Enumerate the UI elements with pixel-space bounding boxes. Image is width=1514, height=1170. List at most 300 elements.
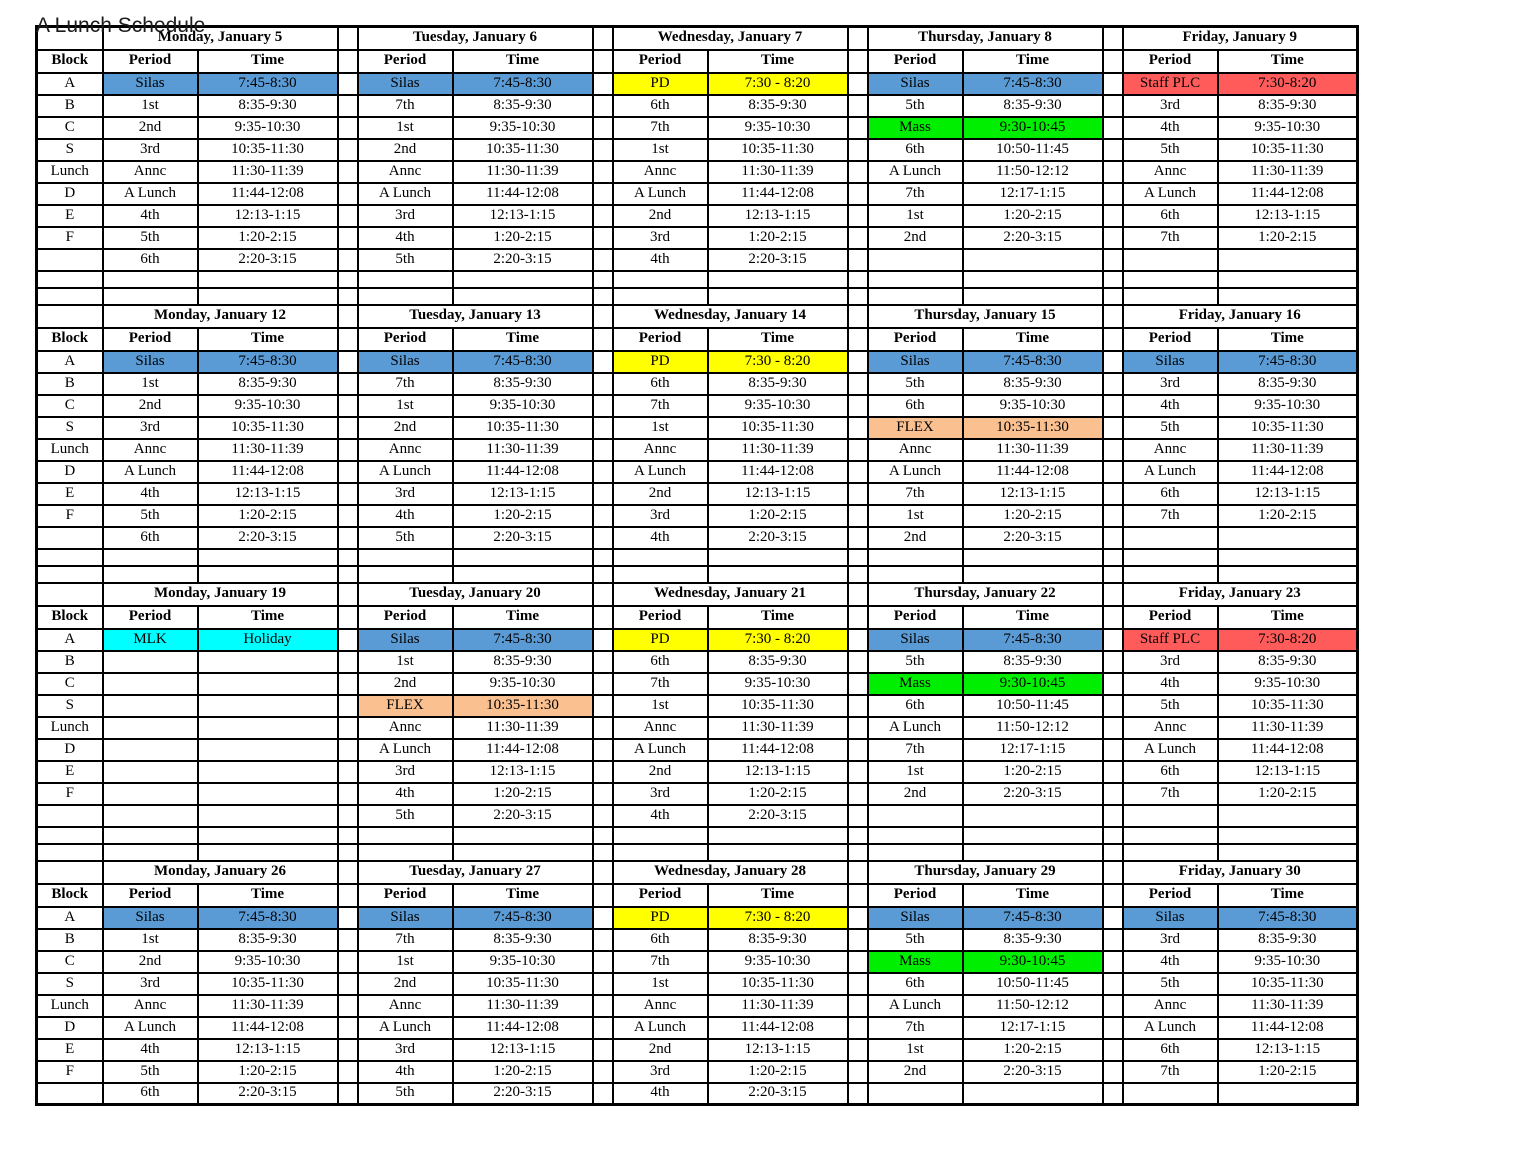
period-cell: 5th — [1123, 973, 1218, 995]
spacer-cell — [103, 844, 198, 861]
time-cell: 12:17-1:15 — [963, 1017, 1103, 1039]
gap-cell — [848, 139, 868, 161]
day-header: Friday, January 30 — [1123, 861, 1358, 884]
time-header: Time — [963, 884, 1103, 907]
period-cell: PD — [613, 629, 708, 651]
time-cell: 10:35-11:30 — [1218, 139, 1358, 161]
period-cell: 1st — [358, 951, 453, 973]
spacer-cell — [963, 827, 1103, 844]
time-cell: 8:35-9:30 — [708, 373, 848, 395]
spacer-cell — [358, 827, 453, 844]
period-cell: 2nd — [613, 761, 708, 783]
time-cell: 11:44-12:08 — [198, 461, 338, 483]
period-cell: 7th — [868, 1017, 963, 1039]
time-header: Time — [453, 606, 593, 629]
gap-cell — [593, 1083, 613, 1105]
spacer-cell — [593, 549, 613, 566]
spacer-cell — [1103, 288, 1123, 305]
period-cell: Staff PLC — [1123, 73, 1218, 95]
gap-cell — [338, 805, 358, 827]
spacer-cell — [963, 271, 1103, 288]
spacer-cell — [453, 844, 593, 861]
spacer-cell — [1123, 271, 1218, 288]
corner-cell — [37, 305, 103, 328]
gap-cell — [593, 461, 613, 483]
time-cell: 8:35-9:30 — [1218, 651, 1358, 673]
gap-cell — [1103, 395, 1123, 417]
gap-cell — [1103, 95, 1123, 117]
period-cell: A Lunch — [103, 183, 198, 205]
period-header: Period — [103, 50, 198, 73]
spacer-cell — [708, 288, 848, 305]
time-cell: 9:30-10:45 — [963, 673, 1103, 695]
gap-cell — [593, 695, 613, 717]
time-cell: 12:13-1:15 — [453, 483, 593, 505]
period-cell: 6th — [103, 1083, 198, 1105]
time-cell: 8:35-9:30 — [453, 373, 593, 395]
gap-cell — [593, 673, 613, 695]
time-cell: 7:45-8:30 — [453, 73, 593, 95]
gap-cell — [1103, 417, 1123, 439]
gap-cell — [848, 739, 868, 761]
spacer-cell — [338, 827, 358, 844]
period-cell: 5th — [358, 805, 453, 827]
spacer-cell — [1123, 844, 1218, 861]
period-cell: 3rd — [103, 973, 198, 995]
time-cell: 7:45-8:30 — [963, 907, 1103, 929]
period-header: Period — [1123, 606, 1218, 629]
gap-cell — [338, 249, 358, 271]
time-cell: 7:45-8:30 — [453, 629, 593, 651]
time-cell — [198, 783, 338, 805]
period-cell: 2nd — [868, 783, 963, 805]
time-cell: 9:35-10:30 — [198, 951, 338, 973]
gap-cell — [593, 951, 613, 973]
gap-cell — [593, 907, 613, 929]
time-header: Time — [1218, 50, 1358, 73]
gap-cell — [338, 483, 358, 505]
gap-cell — [338, 995, 358, 1017]
spacer-cell — [613, 271, 708, 288]
period-cell: Silas — [358, 351, 453, 373]
gap-cell — [1103, 1039, 1123, 1061]
time-cell: 2:20-3:15 — [453, 249, 593, 271]
spacer-cell — [338, 271, 358, 288]
time-cell: 8:35-9:30 — [963, 95, 1103, 117]
time-cell: 12:13-1:15 — [198, 205, 338, 227]
spacer-cell — [453, 566, 593, 583]
spacer-cell — [103, 288, 198, 305]
gap-cell — [338, 884, 358, 907]
spacer-cell — [848, 271, 868, 288]
gap-cell — [1103, 305, 1123, 328]
gap-cell — [338, 695, 358, 717]
time-cell: 1:20-2:15 — [198, 227, 338, 249]
gap-cell — [338, 351, 358, 373]
block-cell: B — [37, 929, 103, 951]
period-cell — [103, 673, 198, 695]
spacer-cell — [358, 844, 453, 861]
period-cell: 1st — [613, 139, 708, 161]
block-cell: S — [37, 973, 103, 995]
time-cell: 12:13-1:15 — [198, 483, 338, 505]
period-cell: Annc — [613, 161, 708, 183]
spacer-cell — [1103, 549, 1123, 566]
period-cell: 2nd — [103, 117, 198, 139]
gap-cell — [848, 117, 868, 139]
gap-cell — [848, 328, 868, 351]
period-cell — [103, 805, 198, 827]
period-header: Period — [358, 328, 453, 351]
time-cell: 2:20-3:15 — [708, 527, 848, 549]
period-cell: 7th — [1123, 505, 1218, 527]
period-header: Period — [1123, 884, 1218, 907]
time-cell: 11:30-11:39 — [1218, 995, 1358, 1017]
gap-cell — [1103, 505, 1123, 527]
gap-cell — [593, 439, 613, 461]
period-cell: FLEX — [868, 417, 963, 439]
gap-cell — [1103, 373, 1123, 395]
period-cell: Silas — [1123, 351, 1218, 373]
block-cell: D — [37, 183, 103, 205]
time-cell: 8:35-9:30 — [198, 929, 338, 951]
period-cell: Annc — [613, 995, 708, 1017]
spacer-cell — [963, 844, 1103, 861]
time-cell: 2:20-3:15 — [453, 527, 593, 549]
gap-cell — [593, 739, 613, 761]
period-cell — [103, 761, 198, 783]
gap-cell — [848, 417, 868, 439]
block-cell: F — [37, 227, 103, 249]
time-header: Time — [198, 50, 338, 73]
day-header: Tuesday, January 6 — [358, 27, 593, 50]
period-cell: A Lunch — [358, 1017, 453, 1039]
period-cell: 6th — [1123, 483, 1218, 505]
time-cell: 8:35-9:30 — [198, 95, 338, 117]
spacer-cell — [338, 566, 358, 583]
gap-cell — [1103, 717, 1123, 739]
period-cell — [1123, 1083, 1218, 1105]
gap-cell — [1103, 161, 1123, 183]
time-cell: 9:35-10:30 — [453, 395, 593, 417]
day-header: Monday, January 19 — [103, 583, 338, 606]
spacer-cell — [198, 844, 338, 861]
time-cell: 2:20-3:15 — [963, 527, 1103, 549]
time-cell: 9:35-10:30 — [708, 395, 848, 417]
gap-cell — [1103, 606, 1123, 629]
gap-cell — [1103, 461, 1123, 483]
gap-cell — [1103, 651, 1123, 673]
period-cell: 3rd — [1123, 95, 1218, 117]
gap-cell — [338, 161, 358, 183]
gap-cell — [848, 1039, 868, 1061]
time-cell: 11:44-12:08 — [453, 461, 593, 483]
time-cell: 1:20-2:15 — [453, 505, 593, 527]
block-cell: E — [37, 205, 103, 227]
spacer-cell — [37, 566, 103, 583]
period-cell: A Lunch — [358, 183, 453, 205]
period-cell: 1st — [868, 761, 963, 783]
period-cell: A Lunch — [1123, 739, 1218, 761]
gap-cell — [593, 761, 613, 783]
gap-cell — [848, 205, 868, 227]
time-cell: 11:44-12:08 — [1218, 461, 1358, 483]
gap-cell — [593, 328, 613, 351]
gap-cell — [848, 884, 868, 907]
time-cell — [1218, 527, 1358, 549]
period-cell: 4th — [613, 249, 708, 271]
period-cell: 4th — [358, 783, 453, 805]
time-cell — [1218, 805, 1358, 827]
period-cell: 4th — [1123, 951, 1218, 973]
period-cell: 3rd — [103, 417, 198, 439]
gap-cell — [1103, 73, 1123, 95]
time-cell: 1:20-2:15 — [963, 205, 1103, 227]
spacer-cell — [868, 549, 963, 566]
period-cell: 5th — [358, 249, 453, 271]
period-cell: 7th — [613, 117, 708, 139]
period-cell: Silas — [1123, 907, 1218, 929]
period-cell: Annc — [103, 439, 198, 461]
time-cell: 7:30 - 8:20 — [708, 629, 848, 651]
time-cell: 12:13-1:15 — [1218, 1039, 1358, 1061]
spacer-cell — [1218, 827, 1358, 844]
time-cell: 8:35-9:30 — [708, 651, 848, 673]
time-cell: 1:20-2:15 — [198, 505, 338, 527]
time-cell: 2:20-3:15 — [453, 1083, 593, 1105]
gap-cell — [1103, 227, 1123, 249]
gap-cell — [1103, 929, 1123, 951]
corner-cell — [37, 583, 103, 606]
time-header: Time — [453, 50, 593, 73]
time-cell: 1:20-2:15 — [963, 505, 1103, 527]
period-cell: 2nd — [868, 1061, 963, 1083]
time-header: Time — [1218, 328, 1358, 351]
gap-cell — [1103, 907, 1123, 929]
gap-cell — [848, 249, 868, 271]
gap-cell — [338, 761, 358, 783]
time-cell: 7:30-8:20 — [1218, 629, 1358, 651]
time-cell: 11:30-11:39 — [708, 717, 848, 739]
time-cell: 10:35-11:30 — [198, 139, 338, 161]
block-cell: A — [37, 73, 103, 95]
gap-cell — [1103, 27, 1123, 50]
gap-cell — [338, 973, 358, 995]
time-cell: 8:35-9:30 — [1218, 95, 1358, 117]
gap-cell — [848, 161, 868, 183]
gap-cell — [593, 161, 613, 183]
time-cell: 9:35-10:30 — [453, 117, 593, 139]
period-cell: 6th — [613, 373, 708, 395]
gap-cell — [338, 739, 358, 761]
block-cell: E — [37, 1039, 103, 1061]
page-title: A Lunch Schedule — [36, 14, 206, 37]
period-cell: Annc — [103, 995, 198, 1017]
spacer-cell — [1103, 271, 1123, 288]
period-cell: 4th — [103, 1039, 198, 1061]
time-cell — [963, 249, 1103, 271]
period-cell: 3rd — [358, 761, 453, 783]
time-cell: 1:20-2:15 — [453, 1061, 593, 1083]
gap-cell — [848, 929, 868, 951]
block-header: Block — [37, 328, 103, 351]
time-cell — [963, 1083, 1103, 1105]
block-cell: S — [37, 695, 103, 717]
period-cell: PD — [613, 351, 708, 373]
gap-cell — [338, 673, 358, 695]
period-cell: 7th — [868, 483, 963, 505]
time-cell: 7:30 - 8:20 — [708, 907, 848, 929]
time-cell: 10:35-11:30 — [708, 973, 848, 995]
spacer-cell — [848, 844, 868, 861]
gap-cell — [338, 629, 358, 651]
block-cell: Lunch — [37, 995, 103, 1017]
block-cell — [37, 527, 103, 549]
time-cell: 2:20-3:15 — [963, 1061, 1103, 1083]
day-header: Monday, January 5 — [103, 27, 338, 50]
spacer-cell — [37, 288, 103, 305]
period-cell: Annc — [358, 717, 453, 739]
gap-cell — [1103, 1017, 1123, 1039]
period-header: Period — [103, 328, 198, 351]
gap-cell — [593, 95, 613, 117]
period-header: Period — [103, 606, 198, 629]
spacer-cell — [1218, 288, 1358, 305]
gap-cell — [338, 117, 358, 139]
time-cell — [1218, 1083, 1358, 1105]
period-cell: 6th — [1123, 761, 1218, 783]
gap-cell — [593, 1039, 613, 1061]
gap-cell — [1103, 249, 1123, 271]
gap-cell — [593, 884, 613, 907]
time-cell: 12:13-1:15 — [1218, 483, 1358, 505]
period-cell: Silas — [358, 73, 453, 95]
gap-cell — [593, 629, 613, 651]
period-cell: A Lunch — [103, 1017, 198, 1039]
gap-cell — [848, 907, 868, 929]
gap-cell — [848, 395, 868, 417]
time-cell: 7:30 - 8:20 — [708, 351, 848, 373]
gap-cell — [848, 995, 868, 1017]
time-cell: 11:30-11:39 — [198, 995, 338, 1017]
period-header: Period — [1123, 328, 1218, 351]
time-cell: 8:35-9:30 — [453, 95, 593, 117]
block-cell: A — [37, 629, 103, 651]
spacer-cell — [1218, 566, 1358, 583]
gap-cell — [338, 461, 358, 483]
gap-cell — [593, 717, 613, 739]
spacer-cell — [1123, 827, 1218, 844]
time-cell: 8:35-9:30 — [963, 373, 1103, 395]
spacer-cell — [198, 271, 338, 288]
time-cell: 12:13-1:15 — [453, 761, 593, 783]
gap-cell — [1103, 805, 1123, 827]
gap-cell — [338, 717, 358, 739]
period-cell: 3rd — [1123, 929, 1218, 951]
period-cell: A Lunch — [1123, 183, 1218, 205]
gap-cell — [848, 651, 868, 673]
time-cell: 10:50-11:45 — [963, 695, 1103, 717]
period-cell: Silas — [358, 907, 453, 929]
time-header: Time — [198, 884, 338, 907]
time-cell: 8:35-9:30 — [708, 929, 848, 951]
day-header: Friday, January 9 — [1123, 27, 1358, 50]
spacer-cell — [613, 566, 708, 583]
period-cell: 2nd — [358, 973, 453, 995]
time-header: Time — [963, 50, 1103, 73]
gap-cell — [593, 205, 613, 227]
spacer-cell — [37, 549, 103, 566]
period-cell: A Lunch — [1123, 461, 1218, 483]
spacer-cell — [198, 549, 338, 566]
gap-cell — [338, 395, 358, 417]
period-cell: Silas — [103, 907, 198, 929]
gap-cell — [848, 861, 868, 884]
day-header: Monday, January 26 — [103, 861, 338, 884]
block-cell: F — [37, 505, 103, 527]
gap-cell — [338, 527, 358, 549]
period-cell: 7th — [358, 95, 453, 117]
time-header: Time — [708, 884, 848, 907]
gap-cell — [593, 651, 613, 673]
period-cell: A Lunch — [613, 1017, 708, 1039]
gap-cell — [593, 606, 613, 629]
period-cell: 7th — [1123, 1061, 1218, 1083]
time-cell: 1:20-2:15 — [1218, 783, 1358, 805]
time-cell: 9:30-10:45 — [963, 117, 1103, 139]
time-cell: 9:35-10:30 — [708, 673, 848, 695]
gap-cell — [593, 527, 613, 549]
time-cell: 11:30-11:39 — [453, 717, 593, 739]
time-cell: 9:35-10:30 — [1218, 395, 1358, 417]
spacer-cell — [338, 288, 358, 305]
time-cell: 10:35-11:30 — [708, 695, 848, 717]
period-header: Period — [358, 50, 453, 73]
gap-cell — [1103, 951, 1123, 973]
time-cell — [198, 651, 338, 673]
gap-cell — [1103, 739, 1123, 761]
gap-cell — [593, 995, 613, 1017]
period-cell: 5th — [868, 373, 963, 395]
period-cell: A Lunch — [613, 739, 708, 761]
time-cell: 7:45-8:30 — [963, 629, 1103, 651]
time-cell — [963, 805, 1103, 827]
gap-cell — [848, 227, 868, 249]
time-cell: 11:44-12:08 — [708, 1017, 848, 1039]
block-cell: D — [37, 739, 103, 761]
gap-cell — [848, 95, 868, 117]
block-cell: D — [37, 461, 103, 483]
spacer-cell — [37, 827, 103, 844]
gap-cell — [338, 606, 358, 629]
time-cell: 9:35-10:30 — [453, 673, 593, 695]
gap-cell — [593, 783, 613, 805]
gap-cell — [593, 50, 613, 73]
period-cell: 4th — [613, 805, 708, 827]
time-header: Time — [453, 884, 593, 907]
period-cell: 1st — [358, 651, 453, 673]
period-cell — [1123, 249, 1218, 271]
time-cell: 12:13-1:15 — [708, 205, 848, 227]
spacer-cell — [613, 827, 708, 844]
period-cell: 2nd — [358, 139, 453, 161]
period-cell: 2nd — [868, 527, 963, 549]
period-cell — [103, 783, 198, 805]
time-header: Time — [963, 328, 1103, 351]
time-cell: 11:44-12:08 — [963, 461, 1103, 483]
gap-cell — [593, 1017, 613, 1039]
time-cell: 11:44-12:08 — [198, 1017, 338, 1039]
